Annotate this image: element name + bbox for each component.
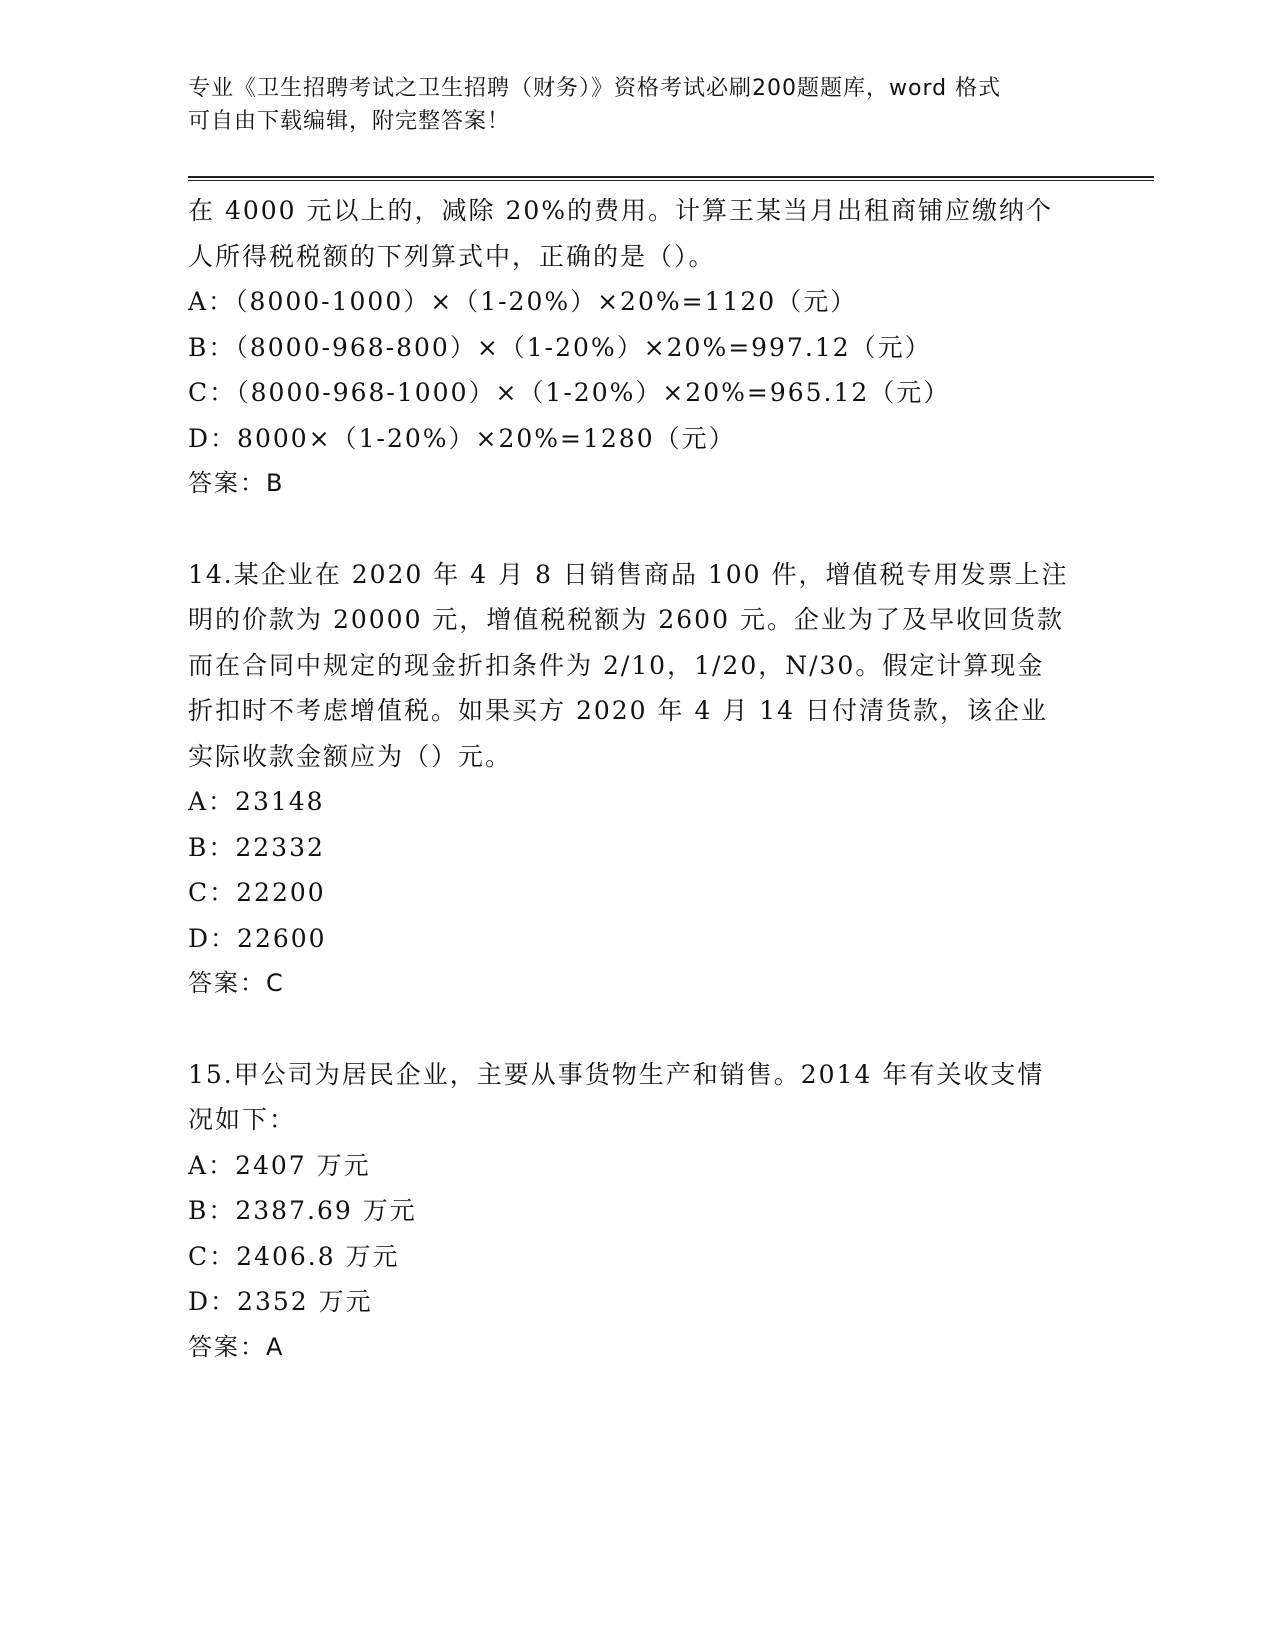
answer-line: 答案：A: [188, 1332, 285, 1361]
question-15: [188, 1052, 1088, 1371]
option-d: D：2352 万元: [188, 1287, 373, 1316]
question-stem-line: 15.甲公司为居民企业，主要从事货物生产和销售。2014 年有关收支情: [188, 1059, 1045, 1089]
option-b: B：（8000-968-800）×（1-20%）×20%=997.12（元）: [188, 332, 932, 362]
option-b: B：22332: [188, 832, 325, 862]
header-title-line-1: 专业《卫生招聘考试之卫生招聘（财务）》资格考试必刷200题题库，word 格式: [188, 76, 1002, 101]
question-stem-line: 而在合同中规定的现金折扣条件为 2/10，1/20，N/30。假定计算现金: [188, 650, 1045, 680]
document-header: [188, 72, 1068, 138]
question-stem-line: 况如下：: [188, 1105, 297, 1134]
question-stem-line: 人所得税税额的下列算式中，正确的是（）。: [188, 241, 716, 271]
answer-line: 答案：C: [188, 969, 285, 997]
question-stem-line: 在 4000 元以上的，减除 20%的费用。计算王某当月出租商铺应缴纳个: [188, 196, 1054, 225]
question-stem-line: 14.某企业在 2020 年 4 月 8 日销售商品 100 件，增值税专用发票上注: [188, 559, 1069, 589]
header-title-line-2: 可自由下载编辑，附完整答案！: [188, 109, 511, 134]
spacer: [188, 507, 1088, 552]
option-a: A：23148: [188, 787, 325, 816]
option-b: B：2387.69 万元: [188, 1196, 417, 1225]
answer-line: 答案：B: [188, 469, 285, 497]
option-c: C：（8000-968-1000）×（1-20%）×20%=965.12（元）: [188, 378, 951, 407]
spacer: [188, 1007, 1088, 1052]
question-stem-line: 明的价款为 20000 元，增值税税额为 2600 元。企业为了及早收回货款: [188, 605, 1064, 634]
question-stem-line: 折扣时不考虑增值税。如果买方 2020 年 4 月 14 日付清货款，该企业: [188, 696, 1049, 725]
option-d: D：8000×（1-20%）×20%=1280（元）: [188, 423, 736, 453]
header-divider: [188, 176, 1154, 181]
option-a: A：2407 万元: [188, 1150, 371, 1180]
option-c: C：2406.8 万元: [188, 1241, 400, 1271]
question-stem-line: 实际收款金额应为（）元。: [188, 741, 513, 771]
option-c: C：22200: [188, 878, 326, 907]
document-body: [188, 188, 1088, 1370]
question-14: [188, 552, 1088, 1007]
option-a: A：（8000-1000）×（1-20%）×20%=1120（元）: [188, 287, 858, 316]
option-d: D：22600: [188, 923, 327, 953]
question-13: [188, 188, 1088, 507]
